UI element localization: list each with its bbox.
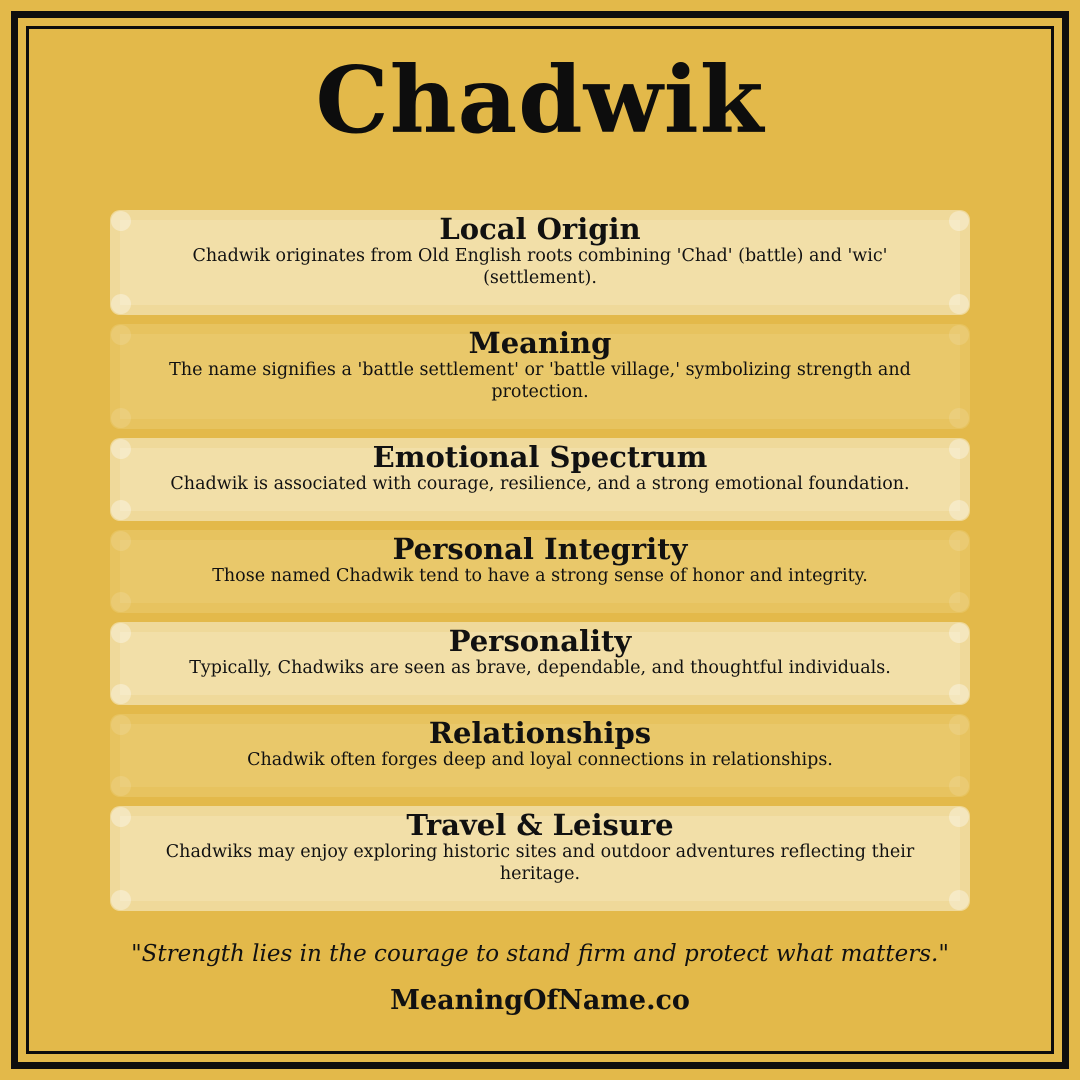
section-title: Personality xyxy=(448,624,632,658)
section-travel-leisure xyxy=(110,806,970,911)
section-text: Typically, Chadwiks are seen as brave, dependable, and thoughtful individuals. xyxy=(189,658,891,678)
section-local-origin xyxy=(110,210,970,315)
section-title: Emotional Spectrum xyxy=(372,440,708,474)
quote: "Strength lies in the courage to stand firm and protect what matters." xyxy=(131,941,949,967)
section-title: Personal Integrity xyxy=(392,532,688,566)
section-text: Those named Chadwik tend to have a strong sense of honor and integrity. xyxy=(212,566,868,586)
section-text: Chadwik often forges deep and loyal connections in relationships. xyxy=(247,750,833,770)
section-personality xyxy=(110,622,970,705)
section-text: The name signifies a 'battle settlement' or 'battle village,' symbolizing strength and protection. xyxy=(169,360,911,402)
section-title: Relationships xyxy=(428,716,652,750)
name-title: Chadwik xyxy=(315,46,765,154)
section-title: Local Origin xyxy=(439,212,641,246)
section-text: Chadwik is associated with courage, resilience, and a strong emotional foundation. xyxy=(170,474,910,494)
section-text: Chadwiks may enjoy exploring historic sites and outdoor adventures reflecting their heritage. xyxy=(165,842,915,884)
section-meaning xyxy=(110,324,970,429)
brand-watermark: MeaningOfName.co xyxy=(390,985,690,1016)
section-emotional-spectrum xyxy=(110,438,970,521)
section-title: Meaning xyxy=(468,326,612,360)
section-title: Travel & Leisure xyxy=(406,808,674,842)
section-personal-integrity xyxy=(110,530,970,613)
section-text: Chadwik originates from Old English roots combining 'Chad' (battle) and 'wic' (settlement). xyxy=(192,246,888,288)
section-relationships xyxy=(110,714,970,797)
